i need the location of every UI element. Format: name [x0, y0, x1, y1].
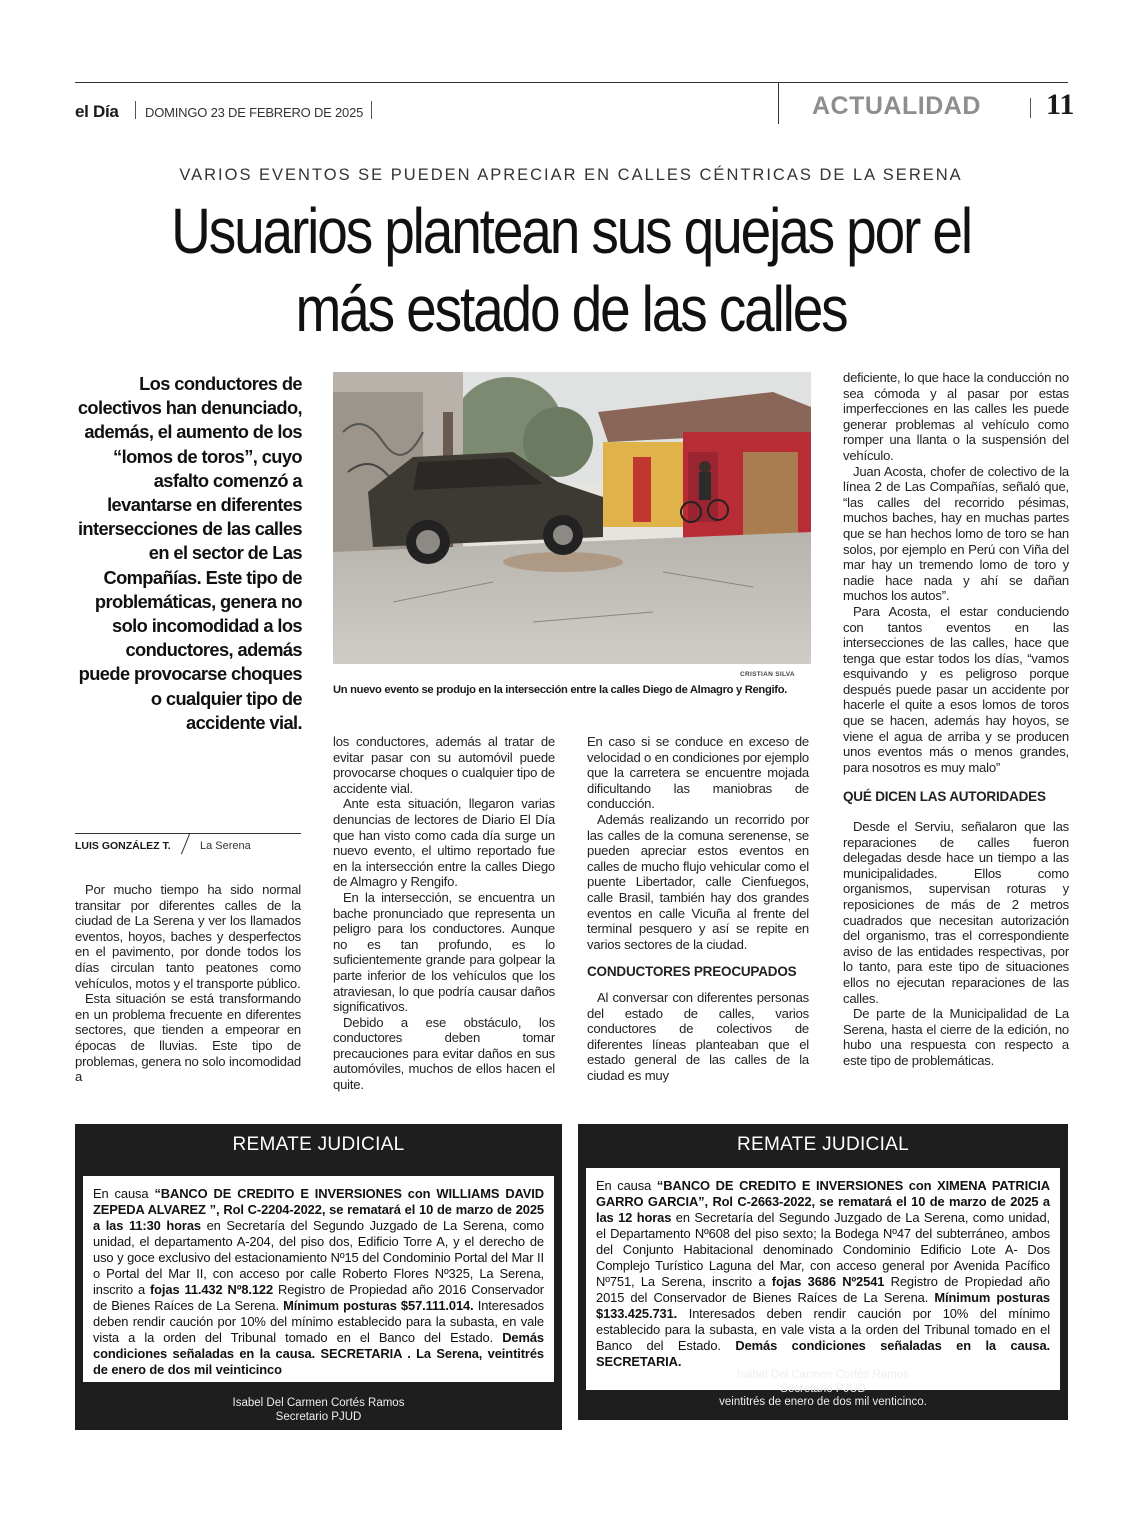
photo-caption: Un nuevo evento se produjo en la intersección entre la calles Diego de Almagro y Rengifo. [333, 684, 788, 696]
paragraph: Juan Acosta, chofer de colectivo de la línea 2 de Las Compañías, señaló que, “las calles del recorrido pésimas, muchos baches, hay en muchas partes que se han hechos lomo de toro se han solos, por ejemplo en Perú con Viña del mar hay un tremendo lomo de toro y nadie hace nada y ahí se dañan muchos los autos”. [843, 463, 1069, 604]
issue-date: DOMINGO 23 DE FEBRERO DE 2025 [145, 105, 364, 120]
subheading-autoridades: QUÉ DICEN LAS AUTORIDADES [843, 789, 1046, 805]
signature-title: Secretario PJUD [780, 1382, 866, 1395]
dateline-place: La Serena [200, 840, 251, 852]
notice-text: fojas 11.432 Nº8.122 [149, 1282, 274, 1297]
paragraph: En caso si se conduce en exceso de velocidad o en condiciones por ejemplo que la carretera se encuentre mojada dificultando las maniobras de conducción. [587, 734, 809, 812]
article-column-1 [75, 882, 301, 1085]
article-column-2 [333, 734, 555, 1093]
notice-text: Mínimum posturas $133.425.731. [596, 1290, 1050, 1321]
notice-title: REMATE JUDICIAL [736, 1134, 909, 1155]
subheading-conductores: CONDUCTORES PREOCUPADOS [587, 964, 797, 980]
paragraph: deficiente, lo que hace la conducción no sea cómoda y al pasar por estas imperfecciones en las calles les puede generar problemas al vehículo como romper una llanta o la suspensión del vehículo. [843, 370, 1069, 463]
notice-title: REMATE JUDICIAL [232, 1134, 405, 1155]
paragraph: Para Acosta, el estar conduciendo con tantos eventos en las intersecciones de las calles, hace que tenga que estar todos los días, “vamos esquivando y es peligroso porque después puede pasar un accidente por hacerle el quite a esos lomos de toros que se hacen, además hay hoyos, se viene el agua de arriba y se producen unos eventos más o menos grandes, para nosotros es muy malo” [843, 603, 1069, 775]
paragraph: Esta situación se está transformando en un problema frecuente en diferentes sectores, que tienden a empeorar en épocas de lluvias. Este tipo de problemas, genera no solo incomodidad a [75, 991, 301, 1085]
paragraph: Además realizando un recorrido por las calles de la comuna serenense, se pueden apreciar estos eventos en calles de mucho flujo vehicular como el puente Libertador, calle Cienfuegos, calle Brasil, también hay dos grandes eventos en calle Vicuña al frente del terminal pesquero y así se repite en varios sectores de la ciudad. [587, 811, 809, 952]
notice-text: en Secretaría del Segundo Juzgado de La Serena, como unidad, el departamento A-204, del piso dos, Edificio Torre A, y el derecho de uso y goce exclusivo del estacionamiento Nº15 del Condominio Portal del Mar II o Portal del Mar II, con acceso por calle Roberto Flores Nº325, La Serena, inscrito a [93, 1218, 545, 1297]
legal-notice-1 [75, 1124, 562, 1430]
notice-text: En causa [596, 1178, 657, 1193]
signature-name: Isabel Del Carmen Cortés Ramos [737, 1369, 909, 1381]
author-name: LUIS GONZÁLEZ T. [75, 840, 171, 852]
notice-text: Demás condiciones señaladas en la causa. SECRETARIA. [596, 1338, 1050, 1369]
paragraph: Al conversar con diferentes personas del estado de calles, varios conductores de colectivos de diferentes líneas planteaban que el estado general de las calles de la ciudad es muy [587, 989, 809, 1083]
signature-date: veintitrés de enero de dos mil venticinco. [719, 1396, 927, 1408]
notice-text: Registro de Propiedad año 2015 del Conservador de Bienes Raíces de La Serena. [596, 1274, 1051, 1305]
paragraph: De parte de la Municipalidad de La Serena, hasta el cierre de la edición, no hubo una respuesta con respecto a este tipo de problemáticas. [843, 1006, 1069, 1068]
notice-text: Interesados deben rendir caución por 10% del mínimo establecido para la subasta, en vale vista a la orden del Tribunal tomado en el Banco del Estado. [93, 1298, 544, 1345]
notice-text: fojas 3686 Nº2541 [771, 1274, 885, 1289]
header-divider [778, 82, 779, 124]
notice-text: Mínimum posturas $57.111.014. [283, 1298, 474, 1313]
paragraph: En la intersección, se encuentra un bache pronunciado que representa un peligro para los conductores. Aunque no es tan profundo, es lo suficientemente grande para golpear la parte inferior de los vehículos que los atraviesan, lo que podría causar daños significativos. [333, 889, 555, 1015]
signature-name: Isabel Del Carmen Cortés Ramos [232, 1397, 405, 1409]
notice-text: Interesados deben rendir caución por 10% del mínimo establecido para la subasta, en vale vista a la orden del Tribunal tomado en el Banco del Estado. [596, 1306, 1050, 1353]
legal-notice-2 [578, 1124, 1068, 1420]
header-separator [135, 101, 136, 119]
header-rule [75, 82, 1068, 83]
photo-credit: CRISTIAN SILVA [740, 671, 795, 678]
notice-text: “BANCO DE CREDITO E INVERSIONES con WILLIAMS DAVID ZEPEDA ALVAREZ ”, Rol C-2204-2022, se rematará el 10 de marzo de 2025 a las 11:30 horas [93, 1186, 544, 1233]
notice-body [586, 1168, 1060, 1390]
page-number: 11 [1046, 88, 1075, 121]
article-photo [333, 372, 811, 664]
paragraph: Por mucho tiempo ha sido normal transitar por diferentes calles de la ciudad de La Serena y ver los llamados eventos, hoyos, baches y desperfectos en el pavimento, por donde todos los días circulan tanto peatones como vehículos, motos y el transporte público. [75, 882, 301, 991]
notice-body [83, 1176, 554, 1382]
article-kicker: VARIOS EVENTOS SE PUEDEN APRECIAR EN CALLES CÉNTRICAS DE LA SERENA [179, 166, 963, 184]
header-separator [371, 101, 372, 119]
paragraph: Desde el Serviu, señalaron que las reparaciones de calles fueron delegadas desde hace un tiempo a las municipalidades. Ellos como organismos, supervisan roturas y reposiciones de más de 2 metros cuadrados que necesitan autorización del organismo, tras el correspondiente aviso de las entidades respectivas, por lo tanto, para este tipo de situaciones ellos no ejecutan reparaciones de las calles. [843, 819, 1069, 1006]
street-scene-photo [333, 372, 811, 664]
notice-text: Registro de Propiedad año 2016 Conservador de Bienes Raíces de La Serena. [93, 1282, 544, 1313]
notice-signature [75, 1397, 562, 1424]
notice-text: Demás condiciones señaladas en la causa. SECRETARIA . La Serena, veintitrés de enero de dos mil veinticinco [93, 1330, 544, 1377]
notice-text: en Secretaría del Segundo Juzgado de La Serena, como unidad, el Departamento Nº608 del piso sexto; la Bodega Nº47 del subterráneo, ambos del Conjunto Habitacional denominado Condominio Edificio Lote A- Dos Complejo Turístico Laguna del Mar, con acceso general por Avenida Pacífico Nº751, La Serena, inscrito a [596, 1210, 1051, 1289]
article-lead: Los conductores de colectivos han denunciado, además, el aumento de los “lomos de toros”, cuyo asfalto comenzó a levantarse en diferentes intersecciones de las calles en el sector de Las Compañías. Este tipo de problemáticas, genera no solo incomodidad a los conductores, además puede provocarse choques o cualquier tipo de accidente vial. [77, 373, 302, 733]
byline-divider [181, 834, 190, 855]
notice-text: “BANCO DE CREDITO E INVERSIONES con XIMENA PATRICIA GARRO GARCIA”, Rol C-2663-2022, se rematará el 10 de marzo de 2025 a las 12 horas [596, 1178, 1050, 1225]
signature-title: Secretario PJUD [275, 1410, 362, 1423]
section-name: ACTUALIDAD [812, 92, 981, 120]
paragraph: los conductores, además al tratar de evitar pasar con su automóvil puede provocarse choques o cualquier tipo de accidente vial. [333, 734, 555, 796]
notice-signature [578, 1369, 1068, 1410]
paragraph: Ante esta situación, llegaron varias denuncias de lectores de Diario El Día que han visto como cada día surge un nuevo evento, el ultimo reportado fue en la intersección entre la calles Diego de Almagro y Rengifo. [333, 796, 555, 890]
paragraph: Debido a ese obstáculo, los conductores deben tomar precauciones para evitar daños en sus automóviles, muchos de ellos hacen el quite. [333, 1014, 555, 1093]
article-column-3 [587, 734, 809, 1083]
notice-text: En causa [93, 1186, 155, 1201]
masthead-logo: el Día [75, 102, 119, 121]
article-column-4 [843, 370, 1069, 1069]
article-headline: Usuarios plantean sus quejas por el más estado de las calles [171, 195, 971, 345]
header-separator [1030, 98, 1031, 118]
